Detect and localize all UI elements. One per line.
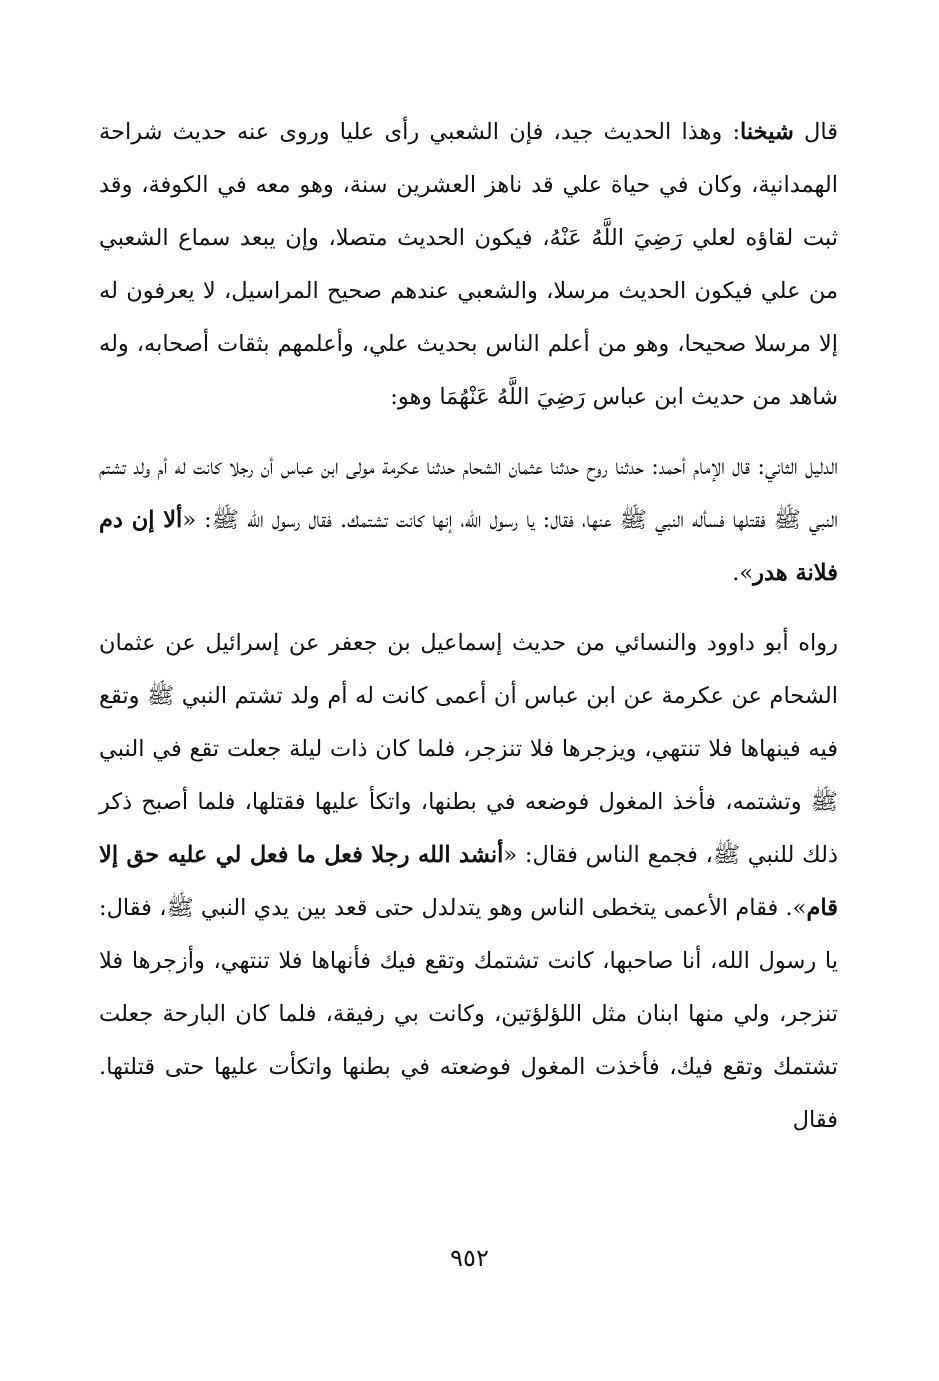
paragraph-abu-dawud-narration [99,617,838,1147]
text-segment: الدليل الثاني: قال الإمام أحمد: حدثنا روح حدثنا عثمان الشحام حدثنا عكرمة مولى ابن عباس أن رجلا كانت له أم ولد تشتم النبي ﷺ فقتلها فسأله النبي ﷺ عنها، فقال: يا رسول الله، إنها كانت تشتمك. فقال رسول الله ﷺ: « [99,454,838,533]
text-segment: : وهذا الحديث جيد، فإن الشعبي رأى عليا وروى عنه حديث شراحة الهمدانية، وكان في حياة علي قد ناهز العشرين سنة، وهو معه في الكوفة، وقد ثبت لقاؤه لعلي رَضِيَ اللَّهُ عَنْهُ، فيكون الحديث متصلا، وإن يبعد سماع الشعبي من علي فيكون الحديث مرسلا، والشعبي عندهم صحيح المراسيل، لا يعرفون له إلا مرسلا صحيحا، وهو من أعلم الناس بحديث علي، وأعلمهم بثقات أصحابه، وله شاهد من حديث ابن عباس رَضِيَ اللَّهُ عَنْهُمَا وهو: [99,119,838,410]
text-segment: رواه أبو داوود والنسائي من حديث إسماعيل بن جعفر عن إسرائيل عن عثمان الشحام عن عكرمة عن ابن عباس أن أعمى كانت له أم ولد تشتم النبي ﷺ وتقع فيه فينهاها فلا تنتهي، ويزجرها فلا تنزجر، فلما كان ذات ليلة جعلت تقع في النبي ﷺ وتشتمه، فأخذ المغول فوضعه في بطنها، واتكأ عليها فقتلها، فلما أصبح ذكر ذلك للنبي ﷺ، فجمع الناس فقال: « [99,630,838,868]
paragraph-second-evidence [99,441,838,600]
bold-hadith-quote: أنشد الله رجلا فعل ما فعل لي عليه حق إلا قام [99,842,838,921]
page-number: ٩٥٢ [450,1244,489,1272]
paragraph-shaykh-comment [99,106,838,424]
bold-hadith-quote: ألا إن دم فلانة هدر [99,507,838,586]
text-segment: ». [732,560,754,586]
text-segment: ». فقام الأعمى يتخطى الناس وهو يتدلدل حتى قعد بين يدي النبي ﷺ، فقال: يا رسول الله، أنا صاحبها، كانت تشتمك وتقع فيك فأنهاها فلا تنتهي، وأزجرها فلا تنزجر، ولي منها ابنان مثل اللؤلؤتين، وكانت بي رفيقة، فلما كان البارحة جعلت تشتمك وتقع فيك، فأخذت المغول فوضعته في بطنها واتكأت عليها حتى قتلتها. فقال [99,895,838,1133]
book-page-body [99,106,838,1147]
text-segment: قال [793,119,838,145]
bold-text-segment: شيخنا [740,119,794,145]
